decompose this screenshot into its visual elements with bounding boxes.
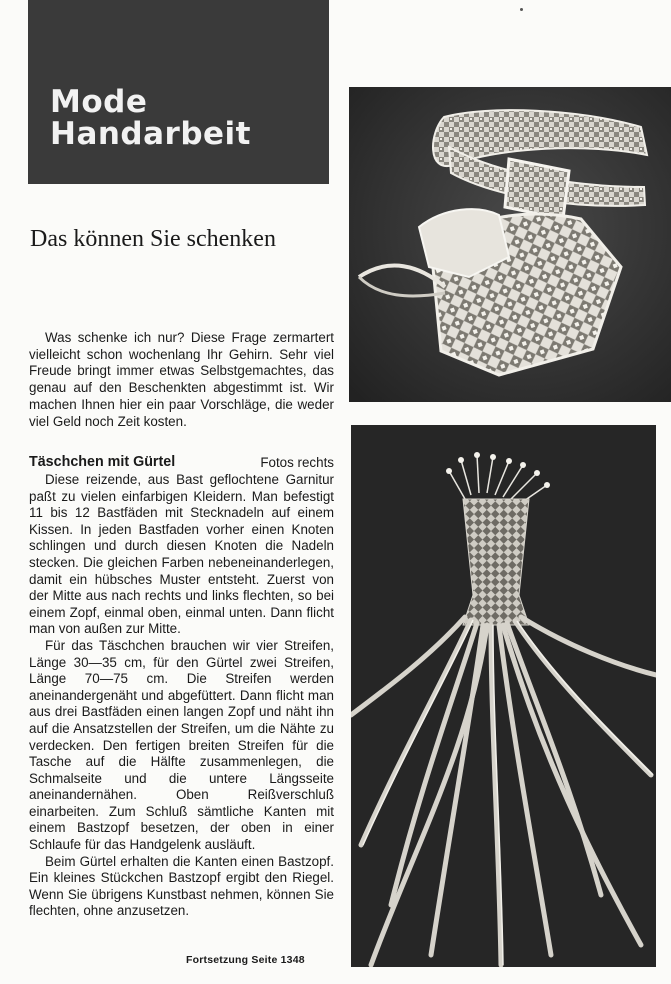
- braiding-illustration: [351, 425, 656, 967]
- body-paragraph: Diese reizende, aus Bast geflochtene Garnitur paßt zu vielen einfarbigen Kleidern. Man befestigt 11 bis 12 Bastfäden mit Stecknadeln auf einem Kissen. In jeden Bastfaden vorher einen Knoten schlingen und durch diesen Knoten die Nadeln stecken. Die gleichen Farben nebeneinanderlegen, damit ein hübsches Muster entsteht. Zuerst von der Mitte aus nach rechts und links flechten, so bei einem Zopf, einmal oben, einmal unten. Dann flicht man von außen zur Mitte.: [29, 472, 334, 637]
- intro-paragraph: Was schenke ich nur? Diese Frage zermartert vielleicht schon wochenlang Ihr Gehirn. Sehr viel Freude bringt immer etwas Selbstgemachtes, das genau auf den Beschenkten abgestimmt ist. Wir machen Ihnen hier ein paar Vorschläge, die weder viel Geld noch Zeit kosten.: [29, 330, 334, 429]
- belt-purse-illustration: [349, 87, 671, 402]
- section-heading: [29, 454, 334, 472]
- header-line-handarbeit: Handarbeit: [50, 116, 251, 152]
- photo-braiding-strands: [351, 425, 656, 967]
- photo-belt-and-purse: [349, 87, 671, 402]
- continuation-note: Fortsetzung Seite 1348: [186, 954, 305, 966]
- article-body: [29, 472, 334, 920]
- header-line-mode: Mode: [50, 84, 148, 120]
- article-subtitle: Das können Sie schenken: [30, 226, 276, 252]
- print-speck: [520, 8, 523, 11]
- section-title: Täschchen mit Gürtel: [29, 454, 176, 470]
- section-header-title: [50, 86, 251, 150]
- photo-reference-note: Fotos rechts: [260, 455, 334, 470]
- body-paragraph: Für das Täschchen brauchen wir vier Streifen, Länge 30—35 cm, für den Gürtel zwei Streifen, Länge 70—75 cm. Die Streifen werden aneinandergenäht und abgefüttert. Dann flicht man aus drei Bastfäden einen langen Zopf und näht ihn auf die Ansatzstellen der Streifen, um die Nähte zu verdecken. Den fertigen breiten Streifen für die Tasche auf die Hälfte zusammenlegen, die Schmalseite und die untere Längsseite aneinandernähen. Oben Reißverschluß einarbeiten. Zum Schluß sämtliche Kanten mit einem Bastzopf besetzen, der oben in einer Schlaufe für das Handgelenk ausläuft.: [29, 637, 334, 853]
- body-paragraph: Beim Gürtel erhalten die Kanten einen Bastzopf. Ein kleines Stückchen Bastzopf ergibt den Riegel. Wenn Sie übrigens Kunstbast nehmen, können Sie flechten, ohne anzusetzen.: [29, 853, 334, 919]
